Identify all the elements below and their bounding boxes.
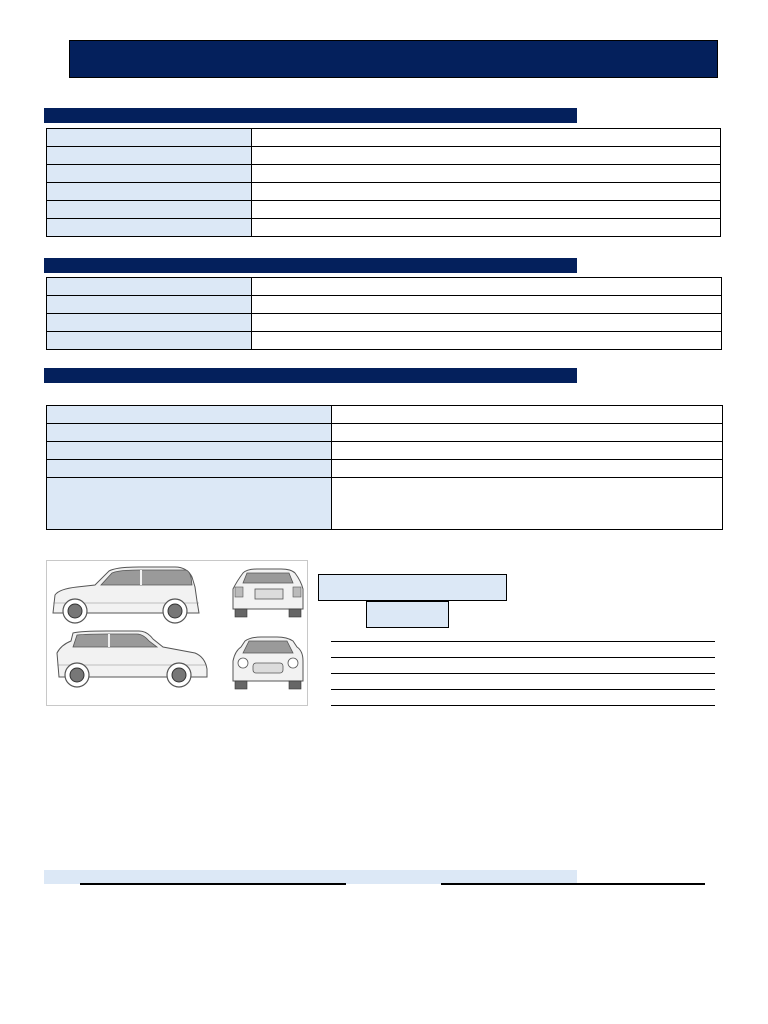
field-value[interactable] [252, 296, 722, 314]
field-value[interactable] [332, 478, 723, 530]
field-label [47, 219, 252, 237]
signature-band [44, 870, 577, 884]
field-value[interactable] [252, 332, 722, 350]
field-value[interactable] [252, 314, 722, 332]
table-row [47, 314, 722, 332]
field-value[interactable] [252, 201, 721, 219]
table-row [47, 278, 722, 296]
notes-line[interactable] [331, 641, 715, 642]
table-row [47, 129, 721, 147]
table-row [47, 296, 722, 314]
table-row [47, 424, 723, 442]
field-label [47, 129, 252, 147]
field-value[interactable] [252, 278, 722, 296]
table-row [47, 201, 721, 219]
notes-line[interactable] [331, 689, 715, 690]
document-title [69, 40, 718, 78]
field-label [47, 332, 252, 350]
field-label [47, 478, 332, 530]
field-label [47, 147, 252, 165]
notes-line[interactable] [331, 705, 715, 706]
car-diagram-icon[interactable] [46, 560, 308, 706]
section-1-table [46, 128, 721, 237]
field-value[interactable] [252, 147, 721, 165]
field-value[interactable] [252, 165, 721, 183]
field-label [47, 183, 252, 201]
field-value[interactable] [332, 460, 723, 478]
damage-value-box[interactable] [366, 601, 449, 628]
field-label [47, 406, 332, 424]
section-1-heading [44, 108, 577, 123]
field-label [47, 424, 332, 442]
field-label [47, 460, 332, 478]
field-value[interactable] [332, 406, 723, 424]
table-row [47, 147, 721, 165]
section-2-table [46, 277, 722, 350]
field-label [47, 314, 252, 332]
table-row [47, 406, 723, 424]
damage-label-box[interactable] [318, 574, 507, 601]
notes-line[interactable] [331, 657, 715, 658]
table-row [47, 442, 723, 460]
car-side-view-icon [53, 567, 199, 623]
signature-line-left[interactable] [80, 883, 346, 885]
car-side-view-2-icon [57, 631, 207, 687]
car-front-view-icon [233, 637, 303, 689]
field-value[interactable] [332, 424, 723, 442]
table-row [47, 165, 721, 183]
field-value[interactable] [332, 442, 723, 460]
field-label [47, 201, 252, 219]
table-row [47, 219, 721, 237]
notes-line[interactable] [331, 673, 715, 674]
table-row [47, 332, 722, 350]
signature-line-right[interactable] [441, 883, 705, 885]
field-label [47, 165, 252, 183]
field-value[interactable] [252, 219, 721, 237]
section-3-heading [44, 368, 577, 383]
table-row [47, 478, 723, 530]
section-2-heading [44, 258, 577, 273]
table-row [47, 460, 723, 478]
section-3-table [46, 405, 723, 530]
table-row [47, 183, 721, 201]
field-value[interactable] [252, 183, 721, 201]
field-label [47, 442, 332, 460]
field-label [47, 296, 252, 314]
car-rear-view-icon [233, 569, 303, 617]
car-diagram-svg [47, 561, 307, 705]
field-value[interactable] [252, 129, 721, 147]
field-label [47, 278, 252, 296]
